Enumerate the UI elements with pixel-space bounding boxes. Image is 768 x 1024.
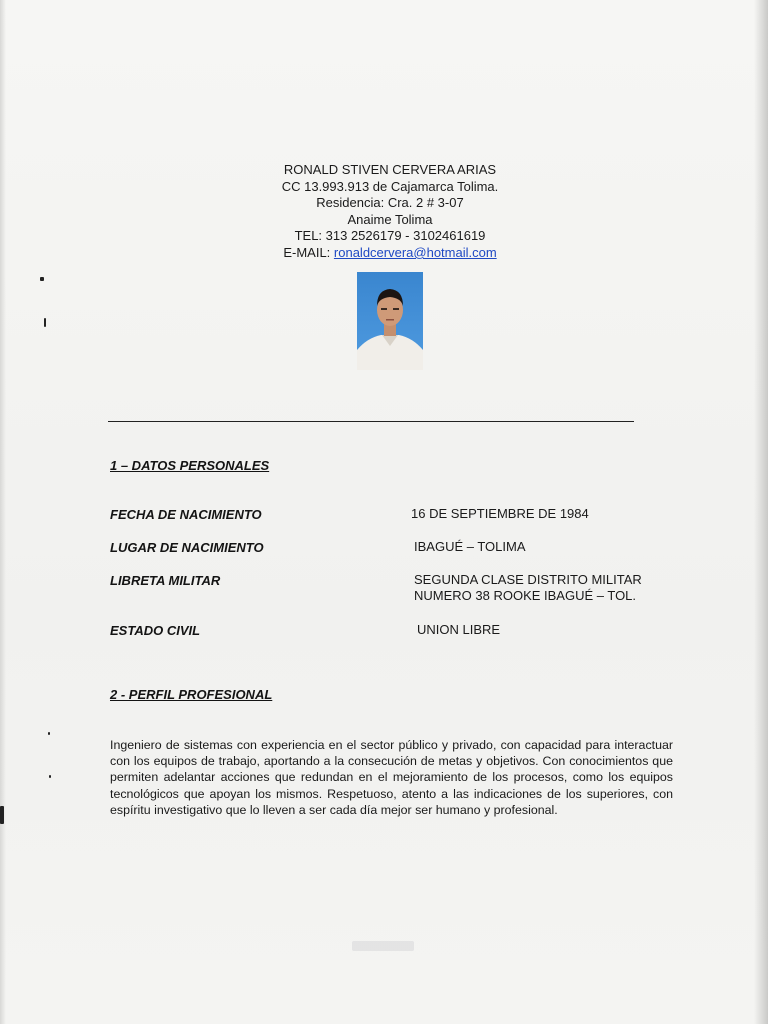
value-military-card-line2: NUMERO 38 ROOKE IBAGUÉ – TOL. bbox=[414, 588, 637, 603]
id-number: CC 13.993.913 de Cajamarca Tolima. bbox=[281, 178, 499, 194]
professional-profile-text: Ingeniero de sistemas con experiencia en el sector público y privado, con capacidad para interactuar con los equipos de trabajo, aportando a la consecución de metas y objetivos. Con conocimientos que permiten adelantar acciones que redundan en el mejoramiento de los procesos, como los equipos tecnológicos que apoyan los mismos. Respetuoso, atento a las indicaciones de los superiores, con espíritu investigativo que lo lleven a ser cada día mejor ser humano y profesional. bbox=[110, 738, 673, 817]
section-title-professional-profile: 2 - PERFIL PROFESIONAL bbox=[110, 687, 273, 702]
value-birth-date: 16 DE SEPTIEMBRE DE 1984 bbox=[411, 506, 589, 521]
phone-numbers: TEL: 313 2526179 - 3102461619 bbox=[294, 228, 486, 244]
scan-speck bbox=[49, 775, 51, 778]
header-divider bbox=[108, 421, 634, 422]
residence-town: Anaime Tolima bbox=[347, 211, 433, 227]
residence-address: Residencia: Cra. 2 # 3-07 bbox=[316, 195, 464, 211]
profile-photo bbox=[357, 272, 423, 370]
scan-shadow-right bbox=[754, 0, 768, 1024]
label-marital-status: ESTADO CIVIL bbox=[110, 623, 201, 638]
value-birth-place: IBAGUÉ – TOLIMA bbox=[414, 539, 526, 554]
scan-speck bbox=[48, 732, 50, 735]
label-birth-place: LUGAR DE NACIMIENTO bbox=[110, 540, 264, 555]
person-photo-icon bbox=[357, 272, 423, 370]
email-link[interactable]: ronaldcervera@hotmail.com bbox=[333, 244, 497, 260]
email-label: E-MAIL: bbox=[283, 244, 334, 260]
label-birth-date: FECHA DE NACIMIENTO bbox=[110, 507, 262, 522]
email-line bbox=[180, 245, 600, 262]
section-title-personal-data: 1 – DATOS PERSONALES bbox=[110, 458, 270, 473]
scan-speck bbox=[40, 277, 44, 281]
scan-speck bbox=[0, 806, 4, 824]
value-marital-status: UNION LIBRE bbox=[417, 622, 501, 637]
full-name: RONALD STIVEN CERVERA ARIAS bbox=[283, 162, 497, 177]
label-military-card: LIBRETA MILITAR bbox=[110, 573, 221, 588]
value-military-card-line1: SEGUNDA CLASE DISTRITO MILITAR bbox=[414, 572, 642, 587]
scan-speck bbox=[44, 318, 46, 327]
scan-shadow-left bbox=[0, 0, 6, 1024]
faint-scan-mark bbox=[352, 941, 414, 951]
contact-header bbox=[180, 162, 600, 262]
